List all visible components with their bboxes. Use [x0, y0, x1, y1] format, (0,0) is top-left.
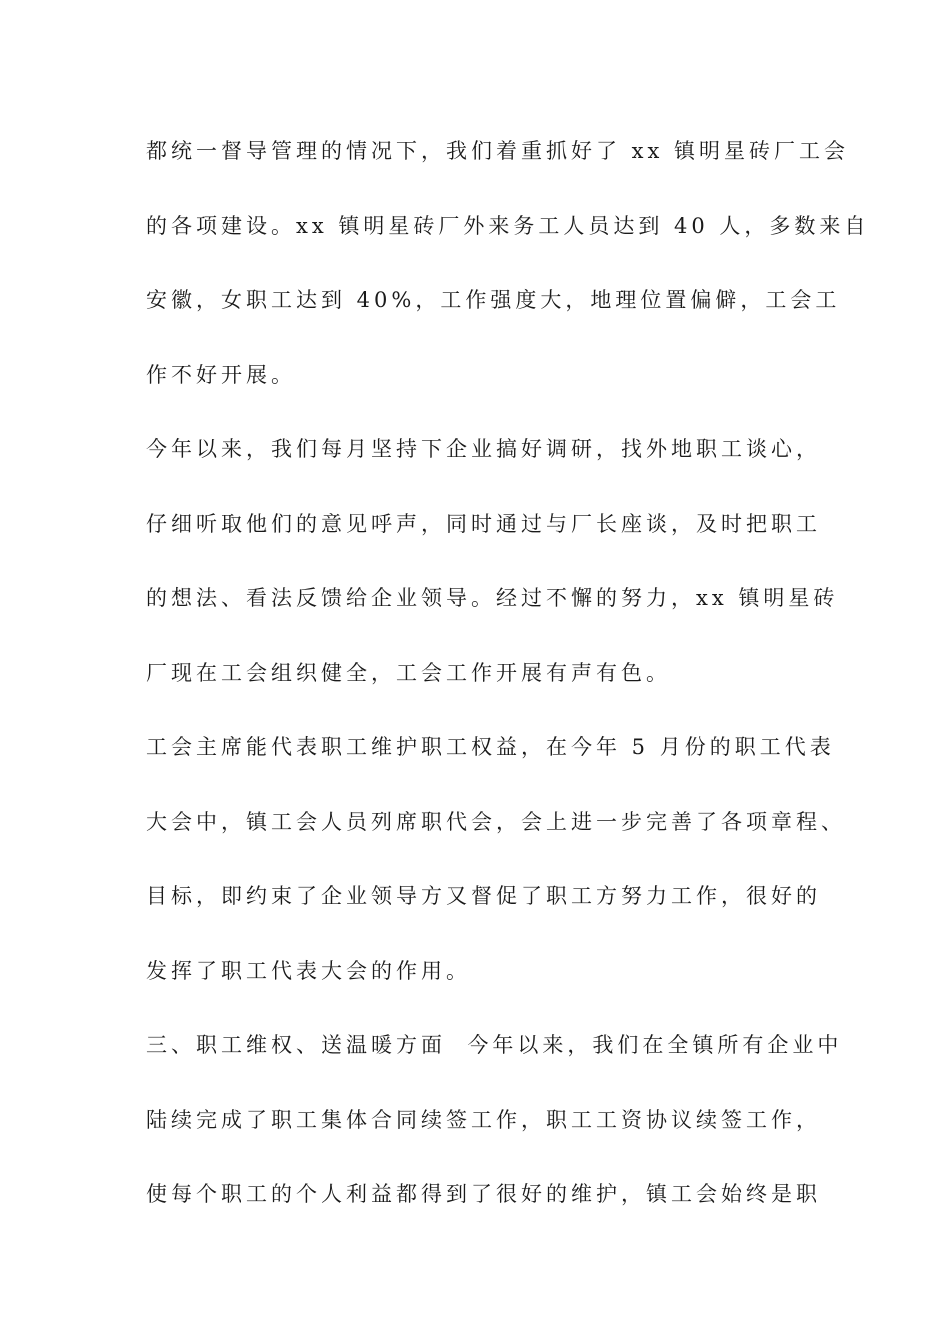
text-line: 仔细听取他们的意见呼声，同时通过与厂长座谈，及时把职工 [146, 511, 821, 536]
document-body [146, 128, 870, 1246]
text-line: 三、职工维权、送温暖方面 今年以来，我们在全镇所有企业中 [146, 1033, 843, 1057]
text-line: 的想法、看法反馈给企业领导。经过不懈的努力，xx 镇明星砖 [146, 586, 839, 610]
text-line: 今年以来，我们每月坚持下企业搞好调研，找外地职工谈心， [146, 437, 821, 461]
text-line: 工会主席能代表职工维护职工权益，在今年 5 月份的职工代表 [146, 735, 835, 759]
text-line: 目标，即约束了企业领导方又督促了职工方努力工作，很好的 [146, 884, 821, 908]
text-line: 作不好开展。 [146, 362, 296, 387]
text-line: 的各项建设。xx 镇明星砖厂外来务工人员达到 40 人，多数来自 [146, 213, 870, 238]
text-line: 使每个职工的个人利益都得到了很好的维护，镇工会始终是职 [146, 1182, 821, 1206]
text-line: 都统一督导管理的情况下，我们着重抓好了 xx 镇明星砖厂工会 [146, 139, 850, 163]
text-line: 安徽，女职工达到 40%，工作强度大，地理位置偏僻，工会工 [146, 288, 841, 312]
text-line: 大会中，镇工会人员列席职代会，会上进一步完善了各项章程、 [146, 809, 846, 834]
text-line: 发挥了职工代表大会的作用。 [146, 958, 471, 983]
text-line: 陆续完成了职工集体合同续签工作，职工工资协议续签工作， [146, 1107, 821, 1132]
text-line: 厂现在工会组织健全，工会工作开展有声有色。 [146, 660, 671, 685]
